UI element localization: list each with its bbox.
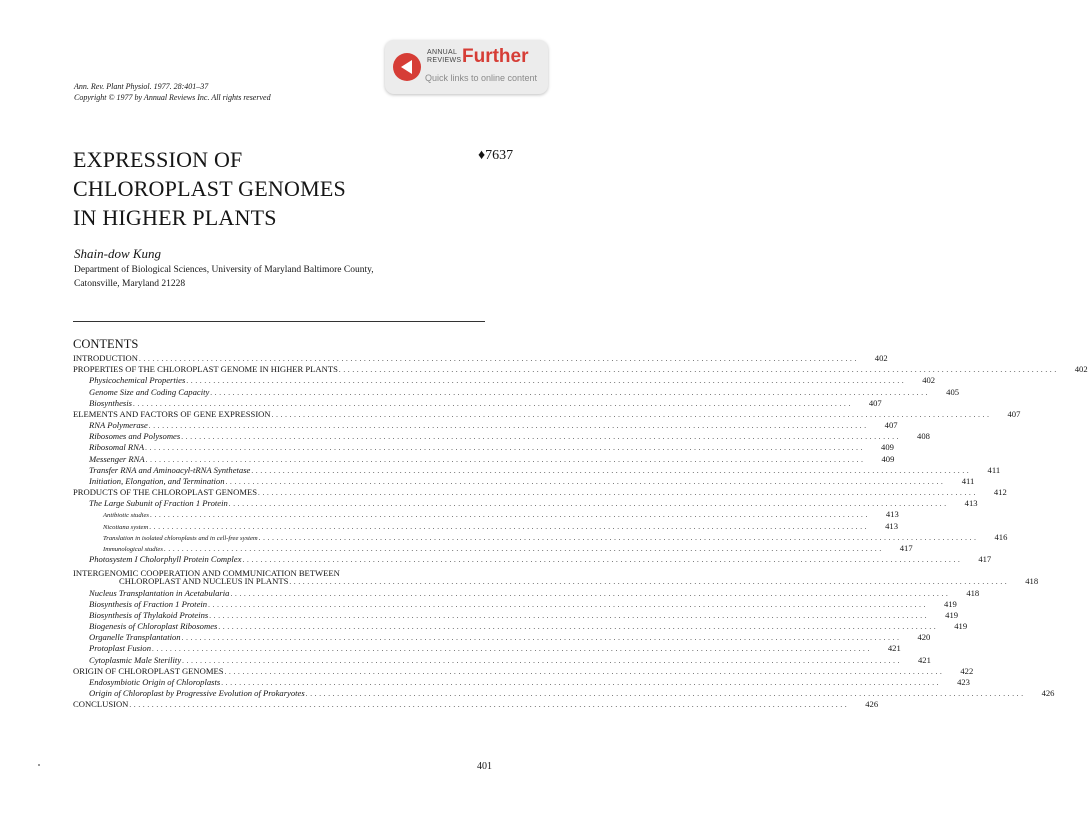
toc-entry	[73, 408, 1021, 420]
toc-dot-leader: . . . . . . . . . . . . . . . . . . . . . . . . . . . . . . . . . . . . . . . . . . . . . . . . . . . . . . . . . . . . . . . . . . . . . . . . . . . . . . . . . . . . . . . . . . . . . . . . . . . . . . . . . . . . . . . . . . . . . . . . . . . . . . . . . . . . . . . . . . . . . . . . . . . . . . . . . . . . . . . .	[145, 455, 864, 464]
toc-entry-title: Ribosomal RNA	[89, 442, 145, 453]
toc-dot-leader: . . . . . . . . . . . . . . . . . . . . . . . . . . . . . . . . . . . . . . . . . . . . . . . . . . . . . . . . . . . . . . . . . . . . . . . . . . . . . . . . . . . . . . . . . . . . . . . . . . . . . . . . . . . . . . . . . . . . . . . . . . . . . . . . . . . . . . . . . . . . . . . . . . . . . . . . . . . . . . . .	[148, 422, 867, 431]
toc-dot-leader: . . . . . . . . . . . . . . . . . . . . . . . . . . . . . . . . . . . . . . . . . . . . . . . . . . . . . . . . . . . . . . . . . . . . . . . . . . . . . . . . . . . . . . . . . . . . . . . . . . . . . . . . . . . . . . . . . . . . . . . . . . . . . . . . . . . . . . . . . . . . . . . . . . . . . . . . . . . . . . . .	[225, 477, 944, 486]
copyright-notice: Copyright © 1977 by Annual Reviews Inc. All rights reserved	[74, 93, 271, 102]
toc-entry-title: INTERGENOMIC COOPERATION AND COMMUNICATION BETWEEN	[73, 568, 340, 579]
toc-entry	[73, 531, 1008, 543]
toc-entry-title: Transfer RNA and Aminoacyl-tRNA Synthetase	[89, 464, 251, 475]
badge-brand	[427, 49, 461, 65]
affiliation-line: Catonsville, Maryland 21228	[74, 278, 186, 289]
toc-entry-title: PRODUCTS OF THE CHLOROPLAST GENOMES	[73, 487, 257, 498]
toc-entry-page: 426	[865, 699, 879, 710]
author-affiliation	[74, 264, 374, 291]
toc-entry-page: 422	[960, 665, 974, 676]
toc-entry-page: 423	[957, 676, 970, 687]
toc-entry-title: Physicochemical Properties	[89, 375, 186, 386]
toc-entry	[73, 542, 913, 554]
author-name: Shain-dow Kung	[74, 246, 162, 261]
toc-dot-leader: . . . . . . . . . . . . . . . . . . . . . . . . . . . . . . . . . . . . . . . . . . . . . . . . . . . . . . . . . . . . . . . . . . . . . . . . . . . . . . . . . . . . . . . . . . . . . . . . . . . . . . . . . . . . . . . . . . . . . . . . . . . . . . . . . . . . . . . . . . . . . . . . . . . . . . . . . . . . . . . .	[138, 355, 857, 363]
toc-entry-title: Photosystem I Cholorphyll Protein Complex	[89, 554, 242, 565]
toc-entry-page: 413	[964, 498, 978, 509]
article-title-line: CHLOROPLAST GENOMES	[73, 176, 346, 201]
toc-dot-leader: . . . . . . . . . . . . . . . . . . . . . . . . . . . . . . . . . . . . . . . . . . . . . . . . . . . . . . . . . . . . . . . . . . . . . . . . . . . . . . . . . . . . . . . . . . . . . . . . . . . . . . . . . . . . . . . . . . . . . . . . . . . . . . . . . . . . . . . . . . . . . . . . . . . . . . . . . . . . . . . .	[218, 623, 937, 632]
toc-dot-leader	[341, 565, 462, 576]
toc-entry-title: Biogenesis of Chloroplast Ribosomes	[89, 621, 218, 632]
toc-dot-leader: . . . . . . . . . . . . . . . . . . . . . . . . . . . . . . . . . . . . . . . . . . . . . . . . . . . . . . . . . . . . . . . . . . . . . . . . . . . . . . . . . . . . . . . . . . . . . . . . . . . . . . . . . . . . . . . . . . . . . . . . . . . . . . . . . . . . . . . . . . . . . . . . . . . . . . . . . . . . . . . .	[224, 667, 943, 676]
toc-entry-page: 416	[994, 531, 1008, 542]
toc-dot-leader: . . . . . . . . . . . . . . . . . . . . . . . . . . . . . . . . . . . . . . . . . . . . . . . . . . . . . . . . . . . . . . . . . . . . . . . . . . . . . . . . . . . . . . . . . . . . . . . . . . . . . . . . . . . . . . . . . . . . . . . . . . . . . . . . . . . . . . . . . . . . . . . . . . . . . . . . . . . . . . . .	[208, 600, 926, 609]
toc-entry	[73, 453, 895, 465]
toc-entry-page: 409	[881, 453, 895, 464]
toc-dot-leader: . . . . . . . . . . . . . . . . . . . . . . . . . . . . . . . . . . . . . . . . . . . . . . . . . . . . . . . . . . . . . . . . . . . . . . . . . . . . . . . . . . . . . . . . . . . . . . . . . . . . . . . . . . . . . . . . . . . . . . . . . . . . . . . . . . . . . . . . . . . . . . . . . . . . . . . . . . . . . . . .	[210, 388, 929, 397]
page-number: 401	[477, 761, 492, 772]
toc-entry-title: Translation in isolated chloroplasts and in cell-free system	[103, 534, 258, 542]
toc-entry	[73, 621, 968, 632]
toc-entry-page: 426	[1041, 688, 1055, 699]
toc-entry	[73, 565, 493, 579]
toc-dot-leader: . . . . . . . . . . . . . . . . . . . . . . . . . . . . . . . . . . . . . . . . . . . . . . . . . . . . . . . . . . . . . . . . . . . . . . . . . . . . . . . . . . . . . . . . . . . . . . . . . . . . . . . . . . . . . . . . . . . . . . . . . . . . . . . . . . . . . . . . . . . . . . . . . . . . . . . . . . . . . . . .	[338, 366, 1057, 375]
toc-entry-title: Genome Size and Coding Capacity	[89, 386, 210, 397]
toc-dot-leader: . . . . . . . . . . . . . . . . . . . . . . . . . . . . . . . . . . . . . . . . . . . . . . . . . . . . . . . . . . . . . . . . . . . . . . . . . . . . . . . . . . . . . . . . . . . . . . . . . . . . . . . . . . . . . . . . . . . . . . . . . . . . . . . . . . . . . . . . . . . . . . . . . . . . . . . . . . . . . . . .	[145, 444, 863, 453]
toc-entry-page: 419	[954, 621, 968, 632]
annual-reviews-logo-icon	[393, 53, 421, 81]
toc-entry-page: 409	[881, 442, 894, 453]
toc-entry	[73, 676, 970, 688]
toc-entry-title: Cytoplasmic Male Sterility	[89, 654, 182, 665]
toc-entry-page: 419	[945, 609, 959, 620]
toc-entry-title: Biosynthesis	[89, 397, 132, 408]
toc-dot-leader: . . . . . . . . . . . . . . . . . . . . . . . . . . . . . . . . . . . . . . . . . . . . . . . . . . . . . . . . . . . . . . . . . . . . . . . . . . . . . . . . . . . . . . . . . . . . . . . . . . . . . . . . . . . . . . . . . . . . . . . . . . . . . . . . . . . . . . . . . . . . . . . . . . . . . . . . . . . . . . . .	[181, 433, 899, 442]
toc-dot-leader: . . . . . . . . . . . . . . . . . . . . . . . . . . . . . . . . . . . . . . . . . . . . . . . . . . . . . . . . . . . . . . . . . . . . . . . . . . . . . . . . . . . . . . . . . . . . . . . . . . . . . . . . . . . . . . . . . . . . . . . . . . . . . . . . . . . . . . . . . . . . . . . . . . . . . . . . . . . . . . . .	[149, 522, 867, 531]
toc-dot-leader: . . . . . . . . . . . . . . . . . . . . . . . . . . . . . . . . . . . . . . . . . . . . . . . . . . . . . . . . . . . . . . . . . . . . . . . . . . . . . . . . . . . . . . . . . . . . . . . . . . . . . . . . . . . . . . . . . . . . . . . . . . . . . . . . . . . . . . . . . . . . . . . . . . . . . . . . . . . . . . . .	[149, 511, 868, 520]
toc-entry	[73, 487, 1007, 498]
toc-entry	[73, 464, 1001, 476]
toc-entry	[73, 699, 879, 710]
toc-entry	[73, 598, 957, 610]
toc-entry	[73, 520, 898, 532]
toc-dot-leader: . . . . . . . . . . . . . . . . . . . . . . . . . . . . . . . . . . . . . . . . . . . . . . . . . . . . . . . . . . . . . . . . . . . . . . . . . . . . . . . . . . . . . . . . . . . . . . . . . . . . . . . . . . . . . . . . . . . . . . . . . . . . . . . . . . . . . . . . . . . . . . . . . . . . . . . . . . . . . . . .	[271, 410, 990, 419]
toc-entry-page: 417	[899, 542, 913, 553]
toc-entry	[73, 609, 959, 621]
toc-dot-leader: . . . . . . . . . . . . . . . . . . . . . . . . . . . . . . . . . . . . . . . . . . . . . . . . . . . . . . . . . . . . . . . . . . . . . . . . . . . . . . . . . . . . . . . . . . . . . . . . . . . . . . . . . . . . . . . . . . . . . . . . . . . . . . . . . . . . . . . . . . . . . . . . . . . . . . . . . . . . . . . .	[181, 634, 900, 643]
toc-entry-title: Organelle Transplantation	[89, 632, 181, 643]
toc-entry-title: Nucleus Transplantation in Acetabularia	[89, 587, 230, 598]
toc-entry	[73, 498, 978, 509]
toc-dot-leader: . . . . . . . . . . . . . . . . . . . . . . . . . . . . . . . . . . . . . . . . . . . . . . . . . . . . . . . . . . . . . . . . . . . . . . . . . . . . . . . . . . . . . . . . . . . . . . . . . . . . . . . . . . . . . . . . . . . . . . . . . . . . . . . . . . . . . . . . . . . . . . . . . . . . . . . . . . . . . . . .	[129, 701, 848, 710]
article-title	[73, 145, 346, 232]
toc-entry	[73, 375, 936, 386]
toc-dot-leader: . . . . . . . . . . . . . . . . . . . . . . . . . . . . . . . . . . . . . . . . . . . . . . . . . . . . . . . . . . . . . . . . . . . . . . . . . . . . . . . . . . . . . . . . . . . . . . . . . . . . . . . . . . . . . . . . . . . . . . . . . . . . . . . . . . . . . . . . . . . . . . . . . . . . . . . . . . . . . . . .	[209, 611, 928, 620]
toc-entry-page: 411	[961, 475, 975, 486]
toc-entry-title: Messenger RNA	[89, 453, 145, 464]
toc-entry-title: RNA Polymerase	[89, 420, 148, 431]
annual-reviews-further-badge[interactable]	[385, 40, 548, 94]
toc-dot-leader: . . . . . . . . . . . . . . . . . . . . . . . . . . . . . . . . . . . . . . . . . . . . . . . . . . . . . . . . . . . . . . . . . . . . . . . . . . . . . . . . . . . . . . . . . . . . . . . . . . . . . . . . . . . . . . . . . . . . . . . . . . . . . . . . . . . . . . . . . . . . . . . . . . . . . . . . . . . . . . . .	[230, 589, 949, 598]
toc-entry-title: Initiation, Elongation, and Termination	[89, 475, 225, 486]
article-title-line: EXPRESSION OF	[73, 147, 243, 172]
toc-dot-leader: . . . . . . . . . . . . . . . . . . . . . . . . . . . . . . . . . . . . . . . . . . . . . . . . . . . . . . . . . . . . . . . . . . . . . . . . . . . . . . . . . . . . . . . . . . . . . . . . . . . . . . . . . . . . . . . . . . . . . . . . . . . . . . . . . . . . . . . . . . . . . . . . . . . . . . . . . . . . . . . .	[228, 500, 947, 509]
badge-headline: Further	[462, 46, 529, 67]
toc-entry-page: 413	[885, 520, 898, 531]
contents-heading: CONTENTS	[73, 337, 139, 351]
affiliation-line: Department of Biological Sciences, University of Maryland Baltimore County,	[74, 265, 374, 275]
toc-entry-page: 402	[922, 375, 936, 386]
toc-dot-leader: . . . . . . . . . . . . . . . . . . . . . . . . . . . . . . . . . . . . . . . . . . . . . . . . . . . . . . . . . . . . . . . . . . . . . . . . . . . . . . . . . . . . . . . . . . . . . . . . . . . . . . . . . . . . . . . . . . . . . . . . . . . . . . . . . . . . . . . . . . . . . . . . . . . . . . . . . . . . . . . .	[242, 556, 961, 565]
toc-entry	[73, 665, 974, 677]
toc-entry-page: 420	[917, 632, 931, 643]
journal-citation: Ann. Rev. Plant Physiol. 1977. 28:401–37	[74, 82, 209, 91]
toc-entry-page: 417	[978, 554, 992, 565]
toc-entry	[73, 509, 899, 520]
toc-dot-leader: . . . . . . . . . . . . . . . . . . . . . . . . . . . . . . . . . . . . . . . . . . . . . . . . . . . . . . . . . . . . . . . . . . . . . . . . . . . . . . . . . . . . . . . . . . . . . . . . . . . . . . . . . . . . . . . . . . . . . . . . . . . . . . . . . . . . . . . . . . . . . . . . . . . . . . . . . . . . . . . .	[258, 533, 977, 542]
toc-entry-page: 411	[987, 464, 1001, 475]
toc-entry-page: 419	[943, 598, 957, 609]
badge-brand-line1: ANNUAL	[427, 49, 458, 56]
badge-brand-line2: REVIEWS	[427, 57, 462, 64]
toc-entry	[73, 431, 930, 442]
toc-entry-page: 405	[946, 386, 960, 397]
toc-dot-leader: . . . . . . . . . . . . . . . . . . . . . . . . . . . . . . . . . . . . . . . . . . . . . . . . . . . . . . . . . . . . . . . . . . . . . . . . . . . . . . . . . . . . . . . . . . . . . . . . . . . . . . . . . . . . . . . . . . . . . . . . . . . . . . . . . . . . . . . . . . . . . . . . . . . . . . . . . . . . . . . .	[251, 466, 970, 475]
toc-entry-title: Protoplast Fusion	[89, 643, 151, 654]
toc-dot-leader: . . . . . . . . . . . . . . . . . . . . . . . . . . . . . . . . . . . . . . . . . . . . . . . . . . . . . . . . . . . . . . . . . . . . . . . . . . . . . . . . . . . . . . . . . . . . . . . . . . . . . . . . . . . . . . . . . . . . . . . . . . . . . . . . . . . . . . . . . . . . . . . . . . . . . . . . . . . . . . . .	[305, 690, 1024, 699]
toc-entry-page: 407	[1007, 408, 1021, 419]
toc-entry-page: 407	[884, 420, 898, 431]
toc-entry-title: ORIGIN OF CHLOROPLAST GENOMES	[73, 665, 224, 676]
toc-entry-title: CHLOROPLAST AND NUCLEUS IN PLANTS	[119, 576, 289, 587]
toc-entry	[73, 364, 1088, 375]
toc-dot-leader: . . . . . . . . . . . . . . . . . . . . . . . . . . . . . . . . . . . . . . . . . . . . . . . . . . . . . . . . . . . . . . . . . . . . . . . . . . . . . . . . . . . . . . . . . . . . . . . . . . . . . . . . . . . . . . . . . . . . . . . . . . . . . . . . . . . . . . . . . . . . . . . . . . . . . . . . . . . . . . . .	[186, 377, 905, 386]
toc-entry-page: 418	[966, 587, 980, 598]
toc-entry	[73, 397, 882, 409]
toc-entry	[73, 643, 901, 654]
toc-entry-title: ELEMENTS AND FACTORS OF GENE EXPRESSION	[73, 408, 271, 419]
section-divider	[73, 321, 485, 322]
toc-entry-page: 402	[874, 353, 888, 363]
toc-dot-leader: . . . . . . . . . . . . . . . . . . . . . . . . . . . . . . . . . . . . . . . . . . . . . . . . . . . . . . . . . . . . . . . . . . . . . . . . . . . . . . . . . . . . . . . . . . . . . . . . . . . . . . . . . . . . . . . . . . . . . . . . . . . . . . . . . . . . . . . . . . . . . . . . . . . . . . . . . . . . . . . .	[258, 489, 976, 498]
toc-entry-page: 421	[918, 654, 931, 665]
toc-entry-title: CONCLUSION	[73, 699, 129, 710]
toc-dot-leader: . . . . . . . . . . . . . . . . . . . . . . . . . . . . . . . . . . . . . . . . . . . . . . . . . . . . . . . . . . . . . . . . . . . . . . . . . . . . . . . . . . . . . . . . . . . . . . . . . . . . . . . . . . . . . . . . . . . . . . . . . . . . . . . . . . . . . . . . . . . . . . . . . . . . . . . . . . . . . . . .	[289, 578, 1008, 587]
toc-entry-page: 421	[887, 643, 901, 654]
toc-dot-leader: . . . . . . . . . . . . . . . . . . . . . . . . . . . . . . . . . . . . . . . . . . . . . . . . . . . . . . . . . . . . . . . . . . . . . . . . . . . . . . . . . . . . . . . . . . . . . . . . . . . . . . . . . . . . . . . . . . . . . . . . . . . . . . . . . . . . . . . . . . . . . . . . . . . . . . . . . . . . . . . .	[152, 645, 870, 654]
toc-entry	[73, 442, 894, 453]
article-title-line: IN HIGHER PLANTS	[73, 205, 277, 230]
toc-entry-title: The Large Subunit of Fraction 1 Protein	[89, 498, 228, 509]
toc-entry	[73, 654, 931, 666]
toc-entry-title: Endosymbiotic Origin of Chloroplasts	[89, 676, 221, 687]
toc-entry-title: Ribosomes and Polysomes	[89, 431, 181, 442]
toc-entry-page: 408	[917, 431, 930, 442]
toc-entry-page: 412	[993, 487, 1007, 498]
toc-entry	[73, 554, 992, 565]
toc-entry	[73, 353, 888, 364]
toc-dot-leader: . . . . . . . . . . . . . . . . . . . . . . . . . . . . . . . . . . . . . . . . . . . . . . . . . . . . . . . . . . . . . . . . . . . . . . . . . . . . . . . . . . . . . . . . . . . . . . . . . . . . . . . . . . . . . . . . . . . . . . . . . . . . . . . . . . . . . . . . . . . . . . . . . . . . . . . . . . . . . . . .	[132, 399, 851, 408]
toc-entry-title: Biosynthesis of Fraction 1 Protein	[89, 598, 208, 609]
toc-entry-title: Nicotiana system	[103, 523, 149, 531]
toc-entry-title: INTRODUCTION	[73, 353, 138, 363]
badge-subtext[interactable]: Quick links to online content	[425, 73, 538, 83]
toc-entry	[73, 576, 1039, 587]
toc-entry-title: Immunological studies	[103, 545, 163, 553]
toc-entry-page: 402	[1074, 364, 1088, 375]
toc-entry-title: Antibiotic studies	[103, 512, 149, 520]
toc-entry	[73, 632, 931, 643]
toc-dot-leader: . . . . . . . . . . . . . . . . . . . . . . . . . . . . . . . . . . . . . . . . . . . . . . . . . . . . . . . . . . . . . . . . . . . . . . . . . . . . . . . . . . . . . . . . . . . . . . . . . . . . . . . . . . . . . . . . . . . . . . . . . . . . . . . . . . . . . . . . . . . . . . . . . . . . . . . . . . . . . . . .	[163, 544, 882, 553]
toc-entry-title: Biosynthesis of Thylakoid Proteins	[89, 609, 209, 620]
toc-entry-title: Origin of Chloroplast by Progressive Evolution of Prokaryotes	[89, 688, 305, 699]
toc-entry	[73, 386, 960, 398]
toc-entry-page: 418	[1025, 576, 1039, 587]
toc-entry	[73, 587, 980, 599]
toc-dot-leader: . . . . . . . . . . . . . . . . . . . . . . . . . . . . . . . . . . . . . . . . . . . . . . . . . . . . . . . . . . . . . . . . . . . . . . . . . . . . . . . . . . . . . . . . . . . . . . . . . . . . . . . . . . . . . . . . . . . . . . . . . . . . . . . . . . . . . . . . . . . . . . . . . . . . . . . . . . . . . . . .	[221, 678, 939, 687]
toc-entry-page: 413	[885, 509, 899, 520]
toc-entry	[73, 475, 975, 487]
toc-entry	[73, 688, 1055, 699]
toc-dot-leader: . . . . . . . . . . . . . . . . . . . . . . . . . . . . . . . . . . . . . . . . . . . . . . . . . . . . . . . . . . . . . . . . . . . . . . . . . . . . . . . . . . . . . . . . . . . . . . . . . . . . . . . . . . . . . . . . . . . . . . . . . . . . . . . . . . . . . . . . . . . . . . . . . . . . . . . . . . . . . . . .	[182, 656, 900, 665]
toc-entry-title: PROPERTIES OF THE CHLOROPLAST GENOME IN HIGHER PLANTS	[73, 364, 338, 375]
accession-number: ♦7637	[478, 148, 514, 163]
scan-speck	[38, 764, 40, 766]
table-of-contents	[73, 353, 1088, 711]
toc-entry	[73, 420, 898, 431]
toc-entry-page: 407	[868, 397, 882, 408]
